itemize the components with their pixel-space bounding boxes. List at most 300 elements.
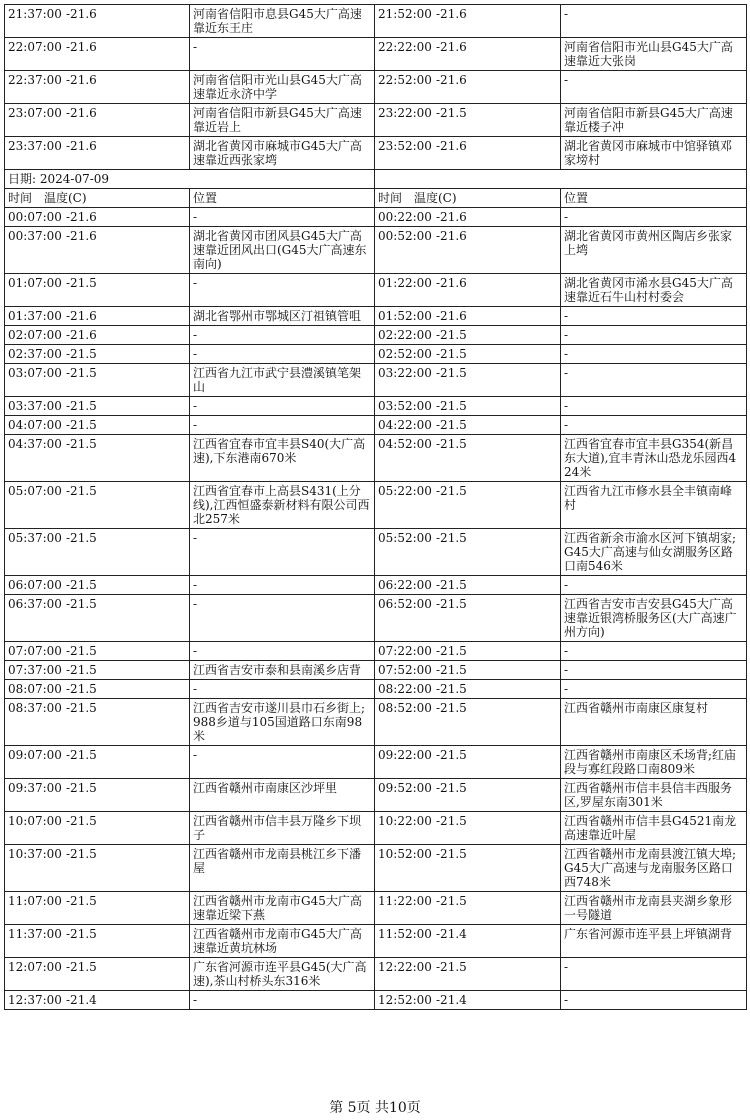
table-row — [5, 435, 747, 482]
time-temp-cell — [5, 892, 190, 925]
position-text: 河南省信阳市息县G45大广高速靠近东王庄 — [193, 7, 362, 35]
time-temp-cell — [375, 208, 561, 227]
position-text: - — [564, 418, 569, 432]
time-temp-cell — [5, 482, 190, 529]
time-temp-cell — [5, 958, 190, 991]
time-value: 09:07:00 — [8, 748, 62, 762]
position-cell — [190, 812, 375, 845]
table-row — [5, 307, 747, 326]
time-temp-cell — [5, 576, 190, 595]
temperature-value: -21.5 — [436, 484, 467, 498]
temperature-value: -21.6 — [66, 229, 97, 243]
position-cell — [561, 397, 747, 416]
temperature-value: -21.4 — [436, 993, 467, 1007]
position-text: 江西省九江市修水县全丰镇南峰村 — [564, 484, 733, 512]
position-cell — [561, 845, 747, 892]
position-text: - — [193, 210, 198, 224]
time-temp-cell — [5, 71, 190, 104]
position-cell — [561, 208, 747, 227]
position-cell — [190, 435, 375, 482]
position-cell — [561, 595, 747, 642]
temperature-value: -21.5 — [436, 894, 467, 908]
temperature-value: -21.6 — [436, 276, 467, 290]
time-temp-cell — [5, 208, 190, 227]
temperature-value: -21.6 — [436, 7, 467, 21]
time-value: 05:22:00 — [378, 484, 432, 498]
time-temp-cell — [5, 699, 190, 746]
position-text: - — [193, 597, 198, 611]
time-temp-cell — [375, 595, 561, 642]
time-temp-cell — [5, 435, 190, 482]
date-row — [5, 170, 747, 189]
position-cell — [561, 680, 747, 699]
table-row — [5, 104, 747, 137]
temperature-value: -21.5 — [436, 701, 467, 715]
table-row — [5, 326, 747, 345]
position-cell — [190, 779, 375, 812]
position-text: - — [193, 418, 198, 432]
time-temp-cell — [5, 307, 190, 326]
time-temp-cell — [375, 699, 561, 746]
time-value: 05:07:00 — [8, 484, 62, 498]
position-cell — [561, 482, 747, 529]
position-text: 江西省宜春市宜丰县S40(大广高速),下东港南670米 — [193, 437, 366, 465]
time-temp-cell — [5, 345, 190, 364]
position-cell — [190, 576, 375, 595]
time-value: 22:37:00 — [8, 73, 62, 87]
time-value: 01:07:00 — [8, 276, 62, 290]
temperature-value: -21.6 — [66, 40, 97, 54]
position-cell — [561, 661, 747, 680]
table-row — [5, 274, 747, 307]
position-cell — [561, 71, 747, 104]
table-row — [5, 38, 747, 71]
time-value: 22:22:00 — [378, 40, 432, 54]
time-temp-cell — [5, 746, 190, 779]
temperature-value: -21.5 — [436, 366, 467, 380]
temperature-value: -21.6 — [66, 7, 97, 21]
table-row — [5, 892, 747, 925]
position-cell — [190, 680, 375, 699]
position-cell — [561, 576, 747, 595]
time-temp-cell — [375, 991, 561, 1010]
temperature-value: -21.5 — [436, 960, 467, 974]
position-cell — [190, 845, 375, 892]
time-temp-cell — [375, 71, 561, 104]
temperature-value: -21.5 — [436, 418, 467, 432]
temperature-value: -21.5 — [66, 894, 97, 908]
time-value: 03:07:00 — [8, 366, 62, 380]
time-value: 08:52:00 — [378, 701, 432, 715]
position-cell — [190, 991, 375, 1010]
time-value: 08:22:00 — [378, 682, 432, 696]
position-text: - — [564, 644, 569, 658]
header-time-temp-left: 时间 温度(C) — [5, 189, 190, 208]
position-text: 江西省赣州市龙南市G45大广高速靠近黄坑林场 — [193, 927, 362, 955]
temperature-value: -21.5 — [66, 276, 97, 290]
temperature-value: -21.5 — [436, 847, 467, 861]
time-value: 09:52:00 — [378, 781, 432, 795]
temperature-value: -21.5 — [436, 814, 467, 828]
time-temp-cell — [5, 595, 190, 642]
position-text: - — [193, 399, 198, 413]
position-text: - — [564, 578, 569, 592]
temperature-value: -21.5 — [66, 748, 97, 762]
position-text: - — [193, 328, 198, 342]
time-value: 10:22:00 — [378, 814, 432, 828]
position-text: - — [564, 399, 569, 413]
time-value: 11:52:00 — [378, 927, 432, 941]
position-text: - — [564, 682, 569, 696]
position-cell — [561, 958, 747, 991]
table-row — [5, 699, 747, 746]
position-text: - — [193, 682, 198, 696]
time-value: 23:52:00 — [378, 139, 432, 153]
position-cell — [561, 746, 747, 779]
temperature-value: -21.5 — [66, 531, 97, 545]
temperature-value: -21.5 — [66, 663, 97, 677]
time-temp-cell — [375, 416, 561, 435]
time-value: 21:37:00 — [8, 7, 62, 21]
temperature-log-table — [4, 4, 746, 1010]
position-cell — [190, 529, 375, 576]
position-cell — [561, 38, 747, 71]
time-value: 04:07:00 — [8, 418, 62, 432]
time-temp-cell — [5, 661, 190, 680]
time-temp-cell — [375, 892, 561, 925]
time-temp-cell — [5, 529, 190, 576]
time-value: 22:52:00 — [378, 73, 432, 87]
table-body-previous-day — [5, 5, 747, 170]
temperature-value: -21.5 — [436, 597, 467, 611]
time-temp-cell — [375, 137, 561, 170]
time-temp-cell — [5, 5, 190, 38]
table-row — [5, 227, 747, 274]
table-row — [5, 746, 747, 779]
position-cell — [190, 227, 375, 274]
header-position-right: 位置 — [561, 189, 747, 208]
position-cell — [190, 892, 375, 925]
position-cell — [190, 38, 375, 71]
time-value: 12:52:00 — [378, 993, 432, 1007]
position-text: - — [193, 578, 198, 592]
time-value: 08:07:00 — [8, 682, 62, 696]
temperature-value: -21.5 — [436, 781, 467, 795]
position-text: - — [193, 40, 198, 54]
table-row — [5, 642, 747, 661]
time-value: 04:37:00 — [8, 437, 62, 451]
time-temp-cell — [375, 104, 561, 137]
time-value: 07:22:00 — [378, 644, 432, 658]
time-temp-cell — [375, 38, 561, 71]
temperature-value: -21.5 — [66, 399, 97, 413]
position-text: 湖北省黄冈市黄州区陶店乡张家上塆 — [564, 229, 733, 257]
position-text: - — [193, 276, 198, 290]
position-text: 江西省赣州市龙南市G45大广高速靠近梁下燕 — [193, 894, 362, 922]
position-text: 河南省信阳市光山县G45大广高速靠近永济中学 — [193, 73, 362, 101]
temperature-value: -21.5 — [66, 682, 97, 696]
position-cell — [190, 5, 375, 38]
temperature-value: -21.6 — [66, 328, 97, 342]
temperature-value: -21.6 — [66, 309, 97, 323]
table-row — [5, 137, 747, 170]
time-value: 03:52:00 — [378, 399, 432, 413]
temperature-value: -21.5 — [436, 437, 467, 451]
time-temp-cell — [375, 435, 561, 482]
position-cell — [561, 435, 747, 482]
table-row — [5, 812, 747, 845]
date-label: 日期: 2024-07-09 — [5, 170, 375, 189]
time-temp-cell — [375, 680, 561, 699]
temperature-value: -21.5 — [66, 814, 97, 828]
temperature-value: -21.5 — [66, 437, 97, 451]
position-text: - — [193, 531, 198, 545]
time-temp-cell — [5, 397, 190, 416]
table-row — [5, 595, 747, 642]
time-value: 00:52:00 — [378, 229, 432, 243]
table-row — [5, 5, 747, 38]
time-value: 09:37:00 — [8, 781, 62, 795]
temperature-value: -21.6 — [436, 210, 467, 224]
time-temp-cell — [375, 779, 561, 812]
position-text: 湖北省黄冈市团风县G45大广高速靠近团风出口(G45大广高速东南向) — [193, 229, 367, 271]
time-temp-cell — [5, 416, 190, 435]
time-temp-cell — [375, 326, 561, 345]
position-text: 江西省吉安市泰和县南溪乡店背 — [193, 663, 362, 677]
time-value: 02:07:00 — [8, 328, 62, 342]
temperature-value: -21.5 — [436, 531, 467, 545]
position-cell — [561, 925, 747, 958]
temperature-value: -21.5 — [66, 644, 97, 658]
temperature-value: -21.4 — [66, 993, 97, 1007]
temperature-value: -21.5 — [66, 597, 97, 611]
time-value: 12:22:00 — [378, 960, 432, 974]
time-temp-cell — [375, 307, 561, 326]
time-temp-cell — [5, 364, 190, 397]
position-text: 江西省吉安市遂川县巾石乡街上;988乡道与105国道路口东南98米 — [193, 701, 366, 743]
position-text: - — [564, 993, 569, 1007]
table-row — [5, 364, 747, 397]
temperature-value: -21.5 — [436, 328, 467, 342]
time-value: 22:07:00 — [8, 40, 62, 54]
temperature-value: -21.5 — [66, 847, 97, 861]
time-value: 04:52:00 — [378, 437, 432, 451]
time-value: 06:52:00 — [378, 597, 432, 611]
header-time-temp-right: 时间 温度(C) — [375, 189, 561, 208]
position-cell — [561, 326, 747, 345]
time-value: 12:07:00 — [8, 960, 62, 974]
time-temp-cell — [5, 680, 190, 699]
temperature-value: -21.4 — [436, 927, 467, 941]
time-value: 07:07:00 — [8, 644, 62, 658]
position-text: 河南省信阳市光山县G45大广高速靠近大张岗 — [564, 40, 733, 68]
temperature-value: -21.5 — [436, 106, 467, 120]
position-cell — [561, 345, 747, 364]
time-value: 11:22:00 — [378, 894, 432, 908]
position-cell — [190, 482, 375, 529]
time-temp-cell — [375, 397, 561, 416]
position-text: 江西省九江市武宁县澧溪镇笔架山 — [193, 366, 362, 394]
time-value: 04:22:00 — [378, 418, 432, 432]
table-row — [5, 416, 747, 435]
position-cell — [190, 699, 375, 746]
time-value: 01:37:00 — [8, 309, 62, 323]
position-text: 江西省赣州市龙南县夹湖乡象形一号隧道 — [564, 894, 733, 922]
time-value: 05:52:00 — [378, 531, 432, 545]
time-temp-cell — [5, 642, 190, 661]
temperature-value: -21.5 — [66, 418, 97, 432]
time-temp-cell — [375, 746, 561, 779]
position-text: 河南省信阳市新县G45大广高速靠近岩上 — [193, 106, 362, 134]
position-cell — [190, 958, 375, 991]
time-temp-cell — [375, 642, 561, 661]
table-row — [5, 71, 747, 104]
time-value: 11:07:00 — [8, 894, 62, 908]
header-position-left: 位置 — [190, 189, 375, 208]
position-text: 湖北省黄冈市麻城市中馆驿镇邓家塝村 — [564, 139, 733, 167]
time-value: 03:22:00 — [378, 366, 432, 380]
time-value: 10:37:00 — [8, 847, 62, 861]
position-text: 江西省宜春市上高县S431(上分线),江西恒盛泰新材料有限公司西北257米 — [193, 484, 370, 526]
position-text: 河南省信阳市新县G45大广高速靠近楼子冲 — [564, 106, 733, 134]
time-value: 06:07:00 — [8, 578, 62, 592]
position-cell — [190, 137, 375, 170]
position-text: - — [564, 347, 569, 361]
position-text: 湖北省鄂州市鄂城区汀祖镇管咀 — [193, 309, 362, 323]
table-row — [5, 576, 747, 595]
position-cell — [561, 892, 747, 925]
position-text: - — [193, 748, 198, 762]
time-value: 00:37:00 — [8, 229, 62, 243]
table-row — [5, 529, 747, 576]
position-cell — [190, 661, 375, 680]
position-cell — [561, 307, 747, 326]
temperature-value: -21.6 — [66, 106, 97, 120]
position-text: - — [564, 663, 569, 677]
temperature-value: -21.6 — [436, 40, 467, 54]
position-text: - — [564, 960, 569, 974]
position-text: 江西省新余市渝水区河下镇胡家;G45大广高速与仙女湖服务区路口南546米 — [564, 531, 737, 573]
time-temp-cell — [375, 529, 561, 576]
table-row — [5, 958, 747, 991]
position-cell — [561, 779, 747, 812]
time-value: 03:37:00 — [8, 399, 62, 413]
temperature-value: -21.6 — [436, 139, 467, 153]
temperature-value: -21.6 — [66, 210, 97, 224]
time-value: 23:37:00 — [8, 139, 62, 153]
time-temp-cell — [5, 326, 190, 345]
position-text: 江西省赣州市信丰县信丰西服务区,罗屋东南301米 — [564, 781, 733, 809]
position-cell — [561, 812, 747, 845]
position-text: - — [564, 309, 569, 323]
temperature-value: -21.6 — [66, 139, 97, 153]
time-value: 06:37:00 — [8, 597, 62, 611]
position-cell — [190, 71, 375, 104]
time-value: 11:37:00 — [8, 927, 62, 941]
temperature-value: -21.5 — [66, 960, 97, 974]
temperature-value: -21.6 — [436, 229, 467, 243]
temperature-value: -21.5 — [436, 748, 467, 762]
position-cell — [190, 746, 375, 779]
position-cell — [190, 364, 375, 397]
position-text: 江西省赣州市龙南县渡江镇大埠;G45大广高速与龙南服务区路口西748米 — [564, 847, 737, 889]
position-cell — [561, 227, 747, 274]
position-cell — [561, 364, 747, 397]
time-temp-cell — [5, 227, 190, 274]
page-footer: 第 5页 共10页 — [329, 1100, 421, 1116]
temperature-value: -21.5 — [436, 682, 467, 696]
position-text: 江西省吉安市吉安县G45大广高速靠近银湾桥服务区(大广高速广州方向) — [564, 597, 737, 639]
temperature-value: -21.5 — [436, 399, 467, 413]
table-row — [5, 397, 747, 416]
time-value: 00:07:00 — [8, 210, 62, 224]
position-cell — [561, 5, 747, 38]
position-text: 江西省赣州市南康区沙坪里 — [193, 781, 338, 795]
position-text: - — [193, 347, 198, 361]
time-value: 09:22:00 — [378, 748, 432, 762]
position-cell — [190, 416, 375, 435]
date-row-empty — [375, 170, 747, 189]
position-cell — [561, 991, 747, 1010]
position-cell — [190, 642, 375, 661]
temperature-value: -21.5 — [66, 484, 97, 498]
position-text: 广东省河源市连平县上坪镇湖背 — [564, 927, 733, 941]
table-date-section — [5, 170, 747, 208]
table-row — [5, 845, 747, 892]
time-temp-cell — [375, 812, 561, 845]
position-cell — [561, 529, 747, 576]
position-text: 广东省河源市连平县G45(大广高速),茶山村桥头东316米 — [193, 960, 367, 988]
time-value: 01:52:00 — [378, 309, 432, 323]
time-temp-cell — [375, 482, 561, 529]
temperature-value: -21.5 — [66, 781, 97, 795]
table-row — [5, 925, 747, 958]
time-value: 02:22:00 — [378, 328, 432, 342]
time-value: 10:52:00 — [378, 847, 432, 861]
table-row — [5, 661, 747, 680]
table-row — [5, 991, 747, 1010]
temperature-value: -21.5 — [436, 644, 467, 658]
position-cell — [561, 642, 747, 661]
position-text: 江西省赣州市信丰县G4521南龙高速靠近叶屋 — [564, 814, 737, 842]
temperature-value: -21.5 — [66, 701, 97, 715]
temperature-value: -21.5 — [436, 663, 467, 677]
position-cell — [190, 925, 375, 958]
position-cell — [561, 104, 747, 137]
time-temp-cell — [5, 137, 190, 170]
time-temp-cell — [5, 779, 190, 812]
position-text: 江西省赣州市信丰县万隆乡下坝子 — [193, 814, 362, 842]
table-row — [5, 680, 747, 699]
time-temp-cell — [375, 925, 561, 958]
time-temp-cell — [375, 5, 561, 38]
table-body-current-day — [5, 208, 747, 1010]
time-temp-cell — [5, 274, 190, 307]
time-temp-cell — [375, 227, 561, 274]
position-cell — [561, 416, 747, 435]
time-temp-cell — [375, 845, 561, 892]
time-value: 02:52:00 — [378, 347, 432, 361]
temperature-value: -21.6 — [66, 73, 97, 87]
position-text: - — [564, 7, 569, 21]
temperature-value: -21.5 — [66, 347, 97, 361]
position-text: 江西省赣州市南康区禾场背;红庙段与寡红段路口南809米 — [564, 748, 737, 776]
time-temp-cell — [375, 576, 561, 595]
time-temp-cell — [5, 38, 190, 71]
time-temp-cell — [375, 345, 561, 364]
time-value: 10:07:00 — [8, 814, 62, 828]
temperature-value: -21.6 — [436, 309, 467, 323]
